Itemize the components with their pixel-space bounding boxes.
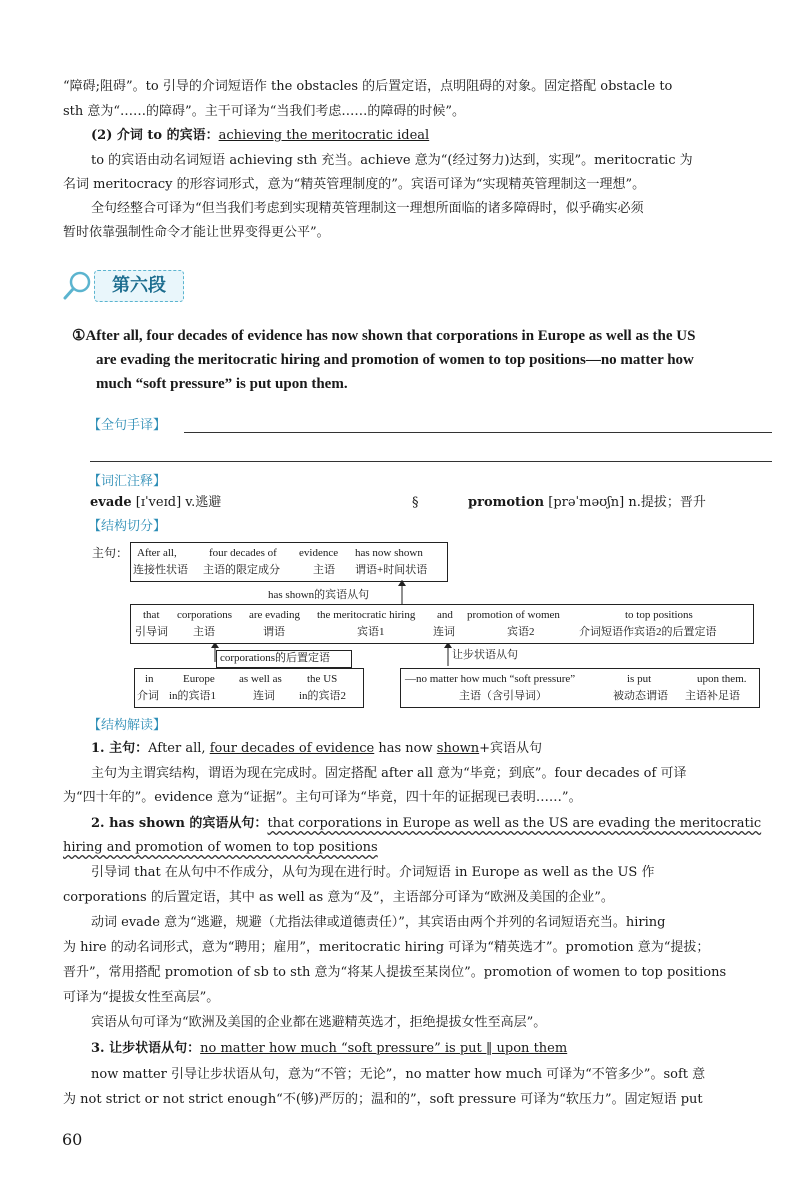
heading-text: has now [374,741,437,756]
text-line: now matter 引导让步状语从句，意为“不管；无论”，no matter how much 可译为“不管多少”。soft 意 [91,1067,706,1082]
diagram-en: in [145,673,154,685]
diagram-en: and [437,609,453,621]
diagram-zh: 介词 [137,690,159,702]
main-clause-label: 主句： [92,546,129,560]
vocab-word: promotion [468,495,545,510]
analysis-heading-1 [91,738,800,760]
diagram-en: corporations [177,609,232,621]
tag-analysis: 【结构解读】 [88,718,167,733]
diagram-en: four decades of [209,547,277,559]
heading-label: 1. 主句： [91,741,149,756]
subheading-phrase: achieving the meritocratic ideal [218,128,430,143]
analysis-heading-3 [91,1038,800,1060]
diagram-zh: 主语的限定成分 [203,564,280,576]
tag-structure: 【结构切分】 [88,519,167,534]
heading-label: 3. 让步状语从句： [91,1041,201,1056]
page-number: 60 [62,1130,83,1149]
diagram-zh: 主语 [313,564,335,576]
magnifier-icon [62,270,94,302]
diagram-zh: 宾语2 [507,626,535,638]
vocab-definition: v.逃避 [185,495,222,510]
text-line: 动词 evade 意为“逃避，规避（尤指法律或道德责任）”，其宾语由两个并列的名词短语充当。hiring [91,915,666,930]
link-label: has shown的宾语从句 [268,589,370,601]
text-line: 名词 meritocracy 的形容词形式，意为“精英管理制度的”。宾语可译为“实现精英管理制这一理想”。 [63,177,646,192]
analysis-heading-2-cont [63,837,773,859]
heading-text: After all, [148,741,210,756]
concession-clause-box [400,668,760,708]
object-clause-box [130,604,754,644]
sentence-line: ①After all, four decades of evidence has now shown that corporations in Europe as well as the US [72,328,696,344]
text-line: 全句经整合可译为“但当我们考虑到实现精英管理制这一理想所面临的诸多障碍时，似乎确实必须 [91,201,644,216]
heading-text: no matter how much “soft pressure” is put ‖ upon them [200,1041,568,1056]
vocab-row [90,492,770,514]
heading-text: +宾语从句 [479,741,543,756]
vocab-phonetic: [ɪˈveɪd] [135,495,182,510]
heading-label: 2. has shown 的宾语从句： [91,816,268,831]
text-line: 引导词 that 在从句中不作成分，从句为现在进行时。介词短语 in Europe as well as the US 作 [91,865,655,880]
diagram-zh: 宾语1 [357,626,385,638]
structure-diagram [90,538,770,708]
diagram-en: upon them. [697,673,747,685]
diagram-zh: in的宾语1 [169,690,217,702]
diagram-zh: 被动态谓语 [613,690,668,702]
text-line: 为 hire 的动名词形式，意为“聘用；雇用”，meritocratic hiring 可译为“精英选才”。promotion 意为“提拔； [63,940,710,955]
diagram-zh: 连接性状语 [133,564,188,576]
diagram-en: as well as [239,673,282,685]
sentence-line: are evading the meritocratic hiring and promotion of women to top positions—no matter how [96,352,694,368]
diagram-zh: 主语 [193,626,215,638]
modifier-box [134,668,364,708]
diagram-en: After all, [137,547,177,559]
text-line: 暂时依靠强制性命令才能让世界变得更公平”。 [63,225,330,240]
section-heading [62,268,192,304]
section-title: 第六段 [94,270,184,302]
text-line: 为“四十年的”。evidence 意为“证据”。主句可译为“毕竟，四十年的证据现已表明……”。 [63,790,582,805]
diagram-en: the US [307,673,338,685]
diagram-en: that [143,609,160,621]
diagram-zh: 引导词 [135,626,168,638]
subheading-label: (2) 介词 to 的宾语： [91,128,219,143]
link-label-box [216,650,352,668]
tag-vocab: 【词汇注释】 [88,474,167,489]
vocab-phonetic: [prəˈməʊʃn] [548,495,625,510]
diagram-en: promotion of women [467,609,560,621]
diagram-zh: 连词 [253,690,275,702]
text-line: 主句为主谓宾结构，谓语为现在完成时。固定搭配 after all 意为“毕竟；到底”。four decades of 可译 [91,766,687,781]
text-line: 为 not strict or not strict enough“不(够)严厉的；温和的”，soft pressure 可译为“软压力”。固定短语 put [63,1092,703,1107]
diagram-en: has now shown [355,547,423,559]
writing-line [184,432,772,433]
diagram-zh: 主语（含引导词） [459,690,547,702]
diagram-en: —no matter how much “soft pressure” [405,673,576,685]
heading-text: four decades of evidence [209,741,375,756]
diagram-en: is put [627,673,652,685]
tag-translation: 【全句手译】 [88,418,167,433]
diagram-zh: 连词 [433,626,455,638]
vocab-word: evade [90,495,132,510]
diagram-en: Europe [183,673,215,685]
diagram-en: to top positions [625,609,693,621]
diagram-zh: in的宾语2 [299,690,347,702]
diagram-zh: 谓语 [263,626,285,638]
link-label: 让步状语从句 [452,649,518,661]
text-line: 可译为“提拔女性至高层”。 [63,990,220,1005]
diagram-zh: 介词短语作宾语2的后置定语 [579,626,717,638]
text-line: sth 意为“……的障碍”。主干可译为“当我们考虑……的障碍的时候”。 [63,104,465,119]
text-line: “障碍;阻碍”。to 引导的介词短语作 the obstacles 的后置定语，点明阻碍的对象。固定搭配 obstacle to [63,79,673,94]
diagram-zh: 主语补足语 [685,690,740,702]
diagram-en: are evading [249,609,300,621]
diagram-en: the meritocratic hiring [317,609,416,621]
subheading-prep-object [91,125,800,147]
heading-text: hiring and promotion of women to top positions [63,840,378,855]
text-line: to 的宾语由动名词短语 achieving sth 充当。achieve 意为“(经过努力)达到，实现”。meritocratic 为 [91,153,693,168]
sentence-line: much “soft pressure” is put upon them. [96,376,348,392]
vocab-definition: n.提拔；晋升 [628,495,706,510]
heading-text: that corporations in Europe as well as the US are evading the meritocratic [267,816,762,831]
diagram-en: evidence [299,547,339,559]
text-line: 宾语从句可译为“欧洲及美国的企业都在逃避精英选才，拒绝提拔女性至高层”。 [91,1015,547,1030]
text-line: 晋升”，常用搭配 promotion of sb to sth 意为“将某人提拔至某岗位”。promotion of women to top positions [63,965,727,980]
vocab-separator: § [412,495,419,510]
heading-text: shown [436,741,480,756]
analysis-heading-2 [91,813,800,835]
writing-line [90,461,772,462]
link-label: corporations的后置定语 [220,652,330,664]
text-line: corporations 的后置定语，其中 as well as 意为“及”，主语部分可译为“欧洲及美国的企业”。 [63,890,614,905]
diagram-zh: 谓语+时间状语 [355,564,428,576]
